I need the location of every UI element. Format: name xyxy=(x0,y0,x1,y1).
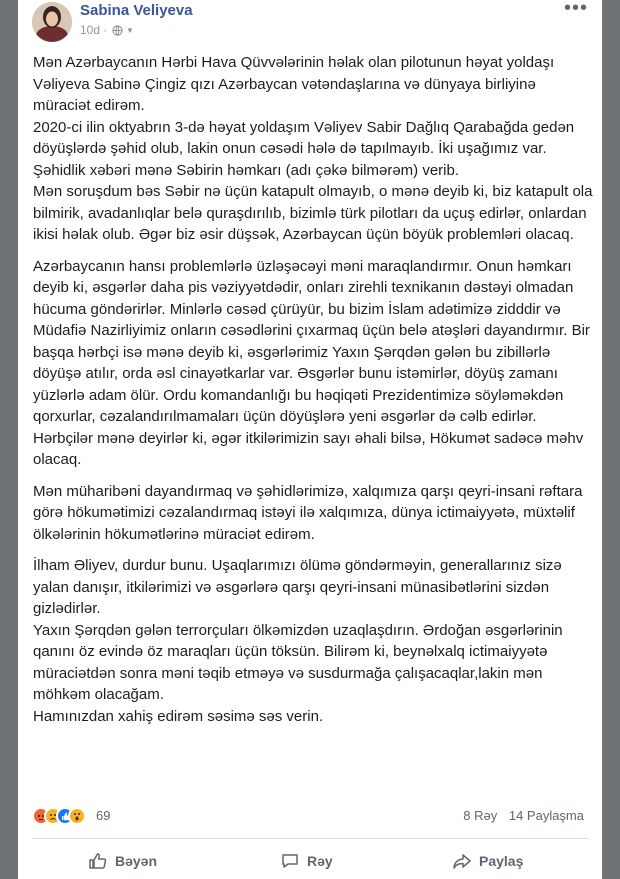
post-text xyxy=(33,52,593,727)
wow-reaction-icon xyxy=(68,807,86,825)
meta-separator: · xyxy=(103,23,108,37)
globe-icon[interactable] xyxy=(112,25,123,36)
post-paragraph: Şəhidlik xəbəri mənə Səbirin həmkarı (adı çəkə bilmərəm) verib. xyxy=(33,161,460,179)
post-meta xyxy=(80,23,134,37)
more-icon[interactable]: ••• xyxy=(564,0,589,19)
author-name[interactable]: Sabina Veliyeva xyxy=(80,2,193,19)
like-icon xyxy=(88,851,108,871)
avatar[interactable] xyxy=(32,2,72,42)
reaction-count[interactable]: 69 xyxy=(96,808,111,823)
reaction-icons[interactable] xyxy=(32,805,102,827)
post-paragraph: İlham Əliyev, durdur bunu. Uşaqlarımızı ölümə göndərməyin, generallarınız sizə yalan danışır, itkilərimizi və əsgərlərə qarşı qeyri-insani münasibətlərini sizdən gizlədirlər. xyxy=(33,557,562,617)
post-paragraph: Mən Azərbaycanın Hərbi Hava Qüvvələrinin həlak olan pilotunun həyat yoldaşı Vəliyeva Sabinə Çingiz qızı Azərbaycan vətəndaşlarına və dünyaya birliyinə müraciət edirəm. xyxy=(33,54,555,114)
post-paragraph: Hərbçilər mənə deyirlər ki, əgər itkilərimizin sayı əhali bilsə, Hökumət sadəcə məhv olacaq. xyxy=(33,429,584,468)
comment-label: Rəy xyxy=(307,853,333,869)
reactions-bar xyxy=(32,804,592,828)
like-label: Bəyən xyxy=(115,853,158,869)
post-paragraph: Mən müharibəni dayandırmaq və şəhidlərimizə, xalqımıza qarşı qeyri-insani rəftara görə hökumətimizi cəzalandırmaq istəyi ilə xalqımıza, dünya ictimaiyyətə, müxtəlif ölkələrinin hökumətlərinə müraciət edirəm. xyxy=(33,482,583,543)
comment-button[interactable] xyxy=(280,848,333,874)
comment-count[interactable]: 8 Rəy xyxy=(463,808,498,823)
share-icon xyxy=(452,851,472,871)
share-label: Paylaş xyxy=(479,853,524,869)
share-button[interactable] xyxy=(452,848,523,874)
post-paragraph: 2020-ci ilin oktyabrın 3-də həyat yoldaşım Vəliyev Sabir Dağlıq Qarabağda gedən döyüşlərdə şəhid olub, lakin onun cəsədi hələ də tapılmayıb. İki uşağımız var. xyxy=(33,118,575,157)
post-paragraph: Mən soruşdum bəs Səbir nə üçün katapult olmayıb, o mənə deyib ki, biz katapult ola bilmirik, avadanlıqlar belə quraşdırılıb, bizimlə türk pilotları da uçuş edirlər, onlardan ikisi həlak olub. Əgər biz əsir düşsək, Azərbaycan üçün böyük problemləri olacaq. xyxy=(33,183,593,243)
post-card xyxy=(18,0,602,879)
post-time[interactable]: 10d xyxy=(80,23,101,37)
divider xyxy=(32,838,588,839)
like-button[interactable] xyxy=(88,848,157,874)
privacy-caret-icon[interactable]: ▼ xyxy=(126,25,134,35)
engagement-counts xyxy=(455,808,584,823)
post-paragraph: Azərbaycanın hansı problemlərlə üzləşəcəyi məni maraqlandırmır. Onun həmkarı deyib ki, əsgərlər daha pis vəziyyətdədir, onları zirehli texnikanın dəstəyi olmadan hücuma göndərirlər. Minlərlə cəsəd çürüyür, bu bizim İslam adətimizə zidddir və Müdafiə Nazirliyimiz onların cəsədlərini çıxarmaq üçün belə atəşləri dayandırmır. Bir başqa hərbçi isə mənə deyib ki, əsgərlərimiz Yaxın Şərqdən gələn bu zibillərlə döyüşə atılır, orda əsl cinayətkarlar var. Əsgərlər bunu istəmirlər, döyüş zamanı yüzlərlə adam ölür. Ordu komandanlığı bu həqiqəti Prezidentimizə söyləməkdən qorxurlar, cəzalandırılmamaları üçün döyüşlərə yeni əsgərlər də cəlb edirlər. xyxy=(33,257,590,425)
share-count[interactable]: 14 Paylaşma xyxy=(508,808,584,823)
post-paragraph: Yaxın Şərqdən gələn terrorçuları ölkəmizdən uzaqlaşdırın. Ərdoğan əsgərlərinin qanını öz evində öz maraqları üçün töksün. Bilirəm ki, beynəlxalq ictimaiyyətə müraciətdən sonra məni təqib etməyə və susdurmağa çalışacaqlar,lakin mən möhkəm olacağam. xyxy=(33,621,563,703)
comment-icon xyxy=(280,851,300,871)
post-header xyxy=(18,0,602,44)
action-bar xyxy=(18,842,602,878)
post-paragraph: Hamınızdan xahiş edirəm səsimə səs verin. xyxy=(33,707,324,725)
